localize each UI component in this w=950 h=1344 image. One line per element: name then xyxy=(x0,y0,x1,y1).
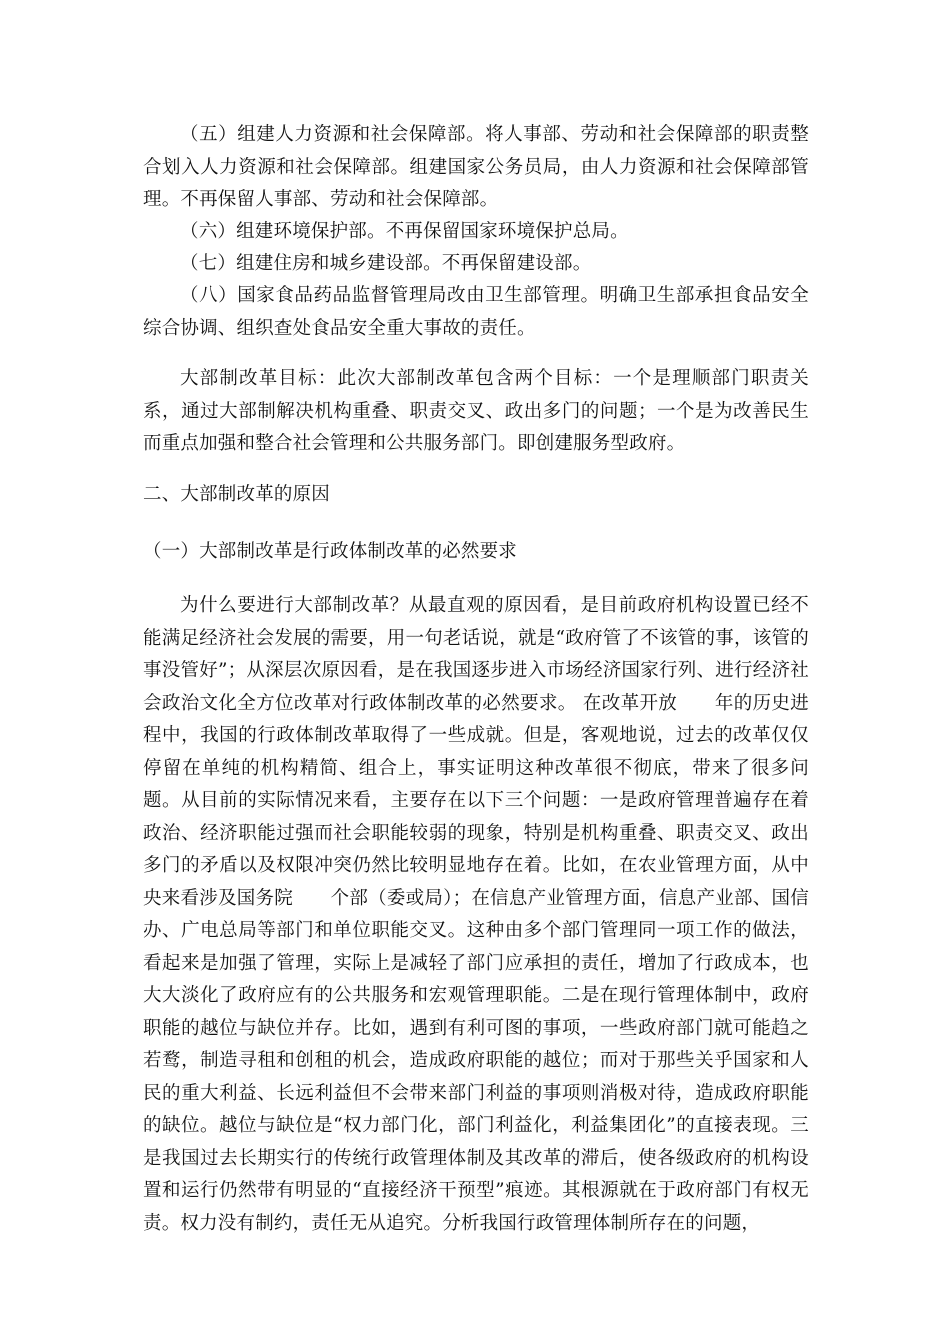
paragraph-item-8: （八）国家食品药品监督管理局改由卫生部管理。明确卫生部承担食品安全综合协调、组织查处食品安全重大事故的责任。 xyxy=(143,285,809,339)
paragraph-item-7: （七）组建住房和城乡建设部。不再保留建设部。 xyxy=(180,253,592,274)
body-paragraph: 为什么要进行大部制改革？从最直观的原因看，是目前政府机构设置已经不能满足经济社会发展的需要，用一句老话说，就是“政府管了不该管的事，该管的事没管好”；从深层次原因看，是在我国逐步进入市场经济国家行列、进行经济社会政治文化全方位改革对行政体制改革的必然要求。 在改革开放 年的历史进程中，我国的行政体制改革取得了一些成就。但是，客观地说，过去的改革仅仅停留在单纯的机构精简、组合上，事实证明这种改革很不彻底，带来了很多问题。从目前的实际情况来看，主要存在以下三个问题：一是政府管理普遍存在着政治、经济职能过强而社会职能较弱的现象，特别是机构重叠、职责交叉、政出多门的矛盾以及权限冲突仍然比较明显地存在着。比如，在农业管理方面，从中央来看涉及国务院 个部（委或局）；在信息产业管理方面，信息产业部、国信办、广电总局等部门和单位职能交叉。这种由多个部门管理同一项工作的做法，看起来是加强了管理，实际上是减轻了部门应承担的责任，增加了行政成本，也大大淡化了政府应有的公共服务和宏观管理职能。二是在现行管理体制中，政府职能的越位与缺位并存。比如，遇到有利可图的事项，一些政府部门就可能趋之若鹜，制造寻租和创租的机会，造成政府职能的越位；而对于那些关乎国家和人民的重大利益、长远利益但不会带来部门利益的事项则消极对待，造成政府职能的缺位。越位与缺位是“权力部门化，部门利益化，利益集团化”的直接表现。三是我国过去长期实行的传统行政管理体制及其改革的滞后，使各级政府的机构设置和运行仍然带有明显的“直接经济干预型”痕迹。其根源就在于政府部门有权无责。权力没有制约，责任无从追究。分析我国行政管理体制所存在的问题， xyxy=(143,595,809,1234)
subsection-heading: （一）大部制改革是行政体制改革的必然要求 xyxy=(143,541,518,562)
goal-paragraph: 大部制改革目标：此次大部制改革包含两个目标：一个是理顺部门职责关系，通过大部制解决机构重叠、职责交叉、政出多门的问题；一个是为改善民生而重点加强和整合社会管理和公共服务部门。即创建服务型政府。 xyxy=(143,368,809,454)
section-heading: 二、大部制改革的原因 xyxy=(143,484,331,505)
paragraph-item-5: （五）组建人力资源和社会保障部。将人事部、劳动和社会保障部的职责整合划入人力资源和社会保障部。组建国家公务员局，由人力资源和社会保障部管理。不再保留人事部、劳动和社会保障部。 xyxy=(143,124,809,210)
paragraph-item-6: （六）组建环境保护部。不再保留国家环境保护总局。 xyxy=(180,221,629,242)
